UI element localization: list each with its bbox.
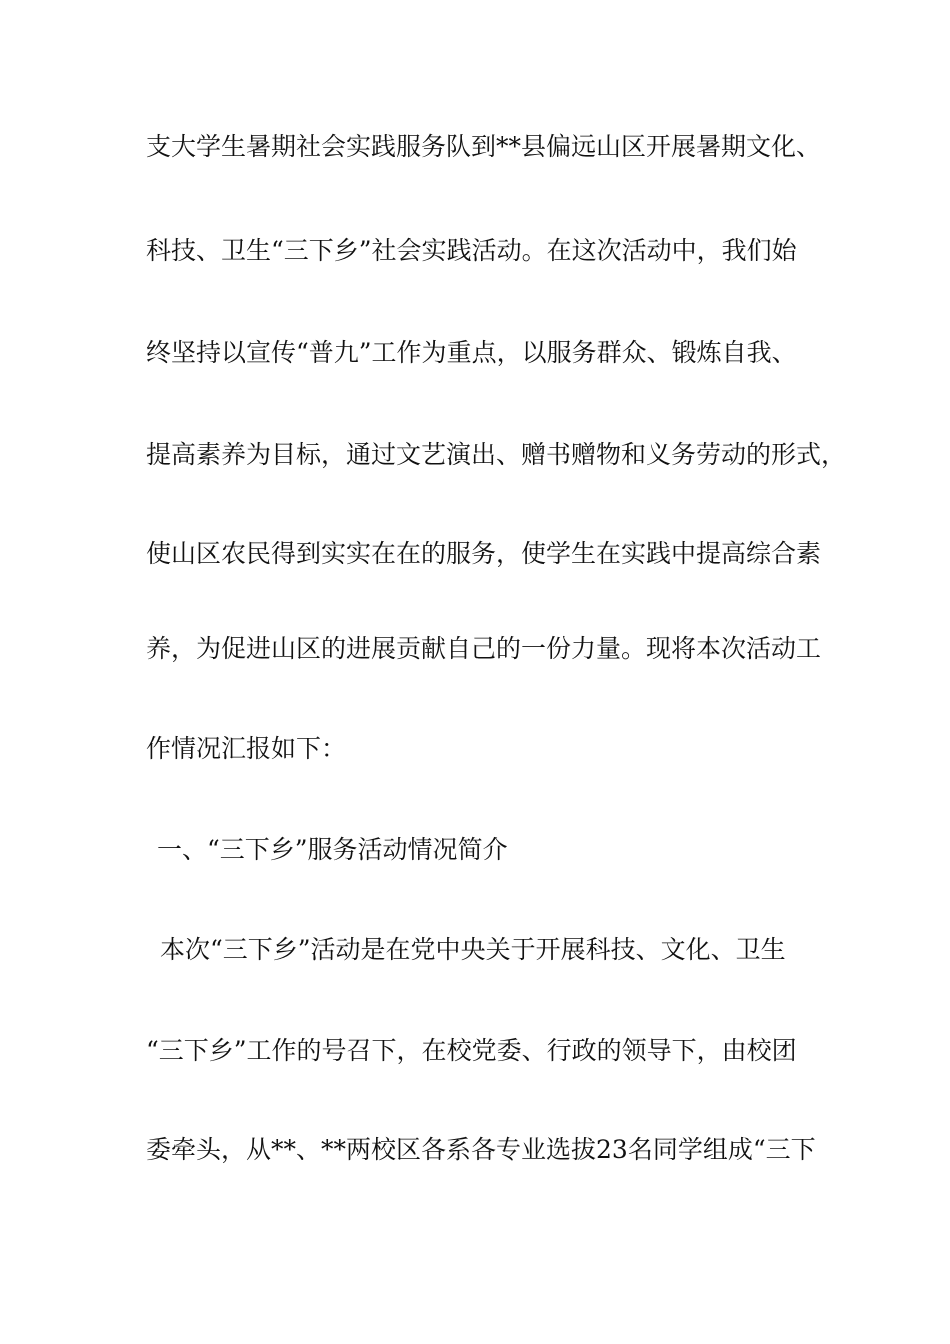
body-line-2: 科技、卫生“三下乡”社会实践活动。在这次活动中，我们始 xyxy=(146,236,797,265)
section-heading: 一、“三下乡”服务活动情况简介 xyxy=(157,835,508,864)
body-line-6: 养，为促进山区的进展贡献自己的一份力量。现将本次活动工 xyxy=(146,634,822,663)
body-line-9: “三下乡”工作的号召下，在校党委、行政的领导下，由校团 xyxy=(146,1036,797,1065)
body-line-3: 终坚持以宣传“普九”工作为重点，以服务群众、锻炼自我、 xyxy=(146,338,797,367)
body-line-10: 委牵头，从**、**两校区各系各专业选拔23名同学组成“三下 xyxy=(146,1135,816,1164)
body-line-5: 使山区农民得到实实在在的服务，使学生在实践中提高综合素 xyxy=(146,539,822,568)
body-line-8: 本次“三下乡”活动是在党中央关于开展科技、文化、卫生 xyxy=(160,935,786,964)
body-line-7: 作情况汇报如下： xyxy=(146,734,347,763)
body-line-1: 支大学生暑期社会实践服务队到**县偏远山区开展暑期文化、 xyxy=(146,132,822,161)
body-line-4: 提高素养为目标，通过文艺演出、赠书赠物和义务劳动的形式， xyxy=(146,440,847,469)
